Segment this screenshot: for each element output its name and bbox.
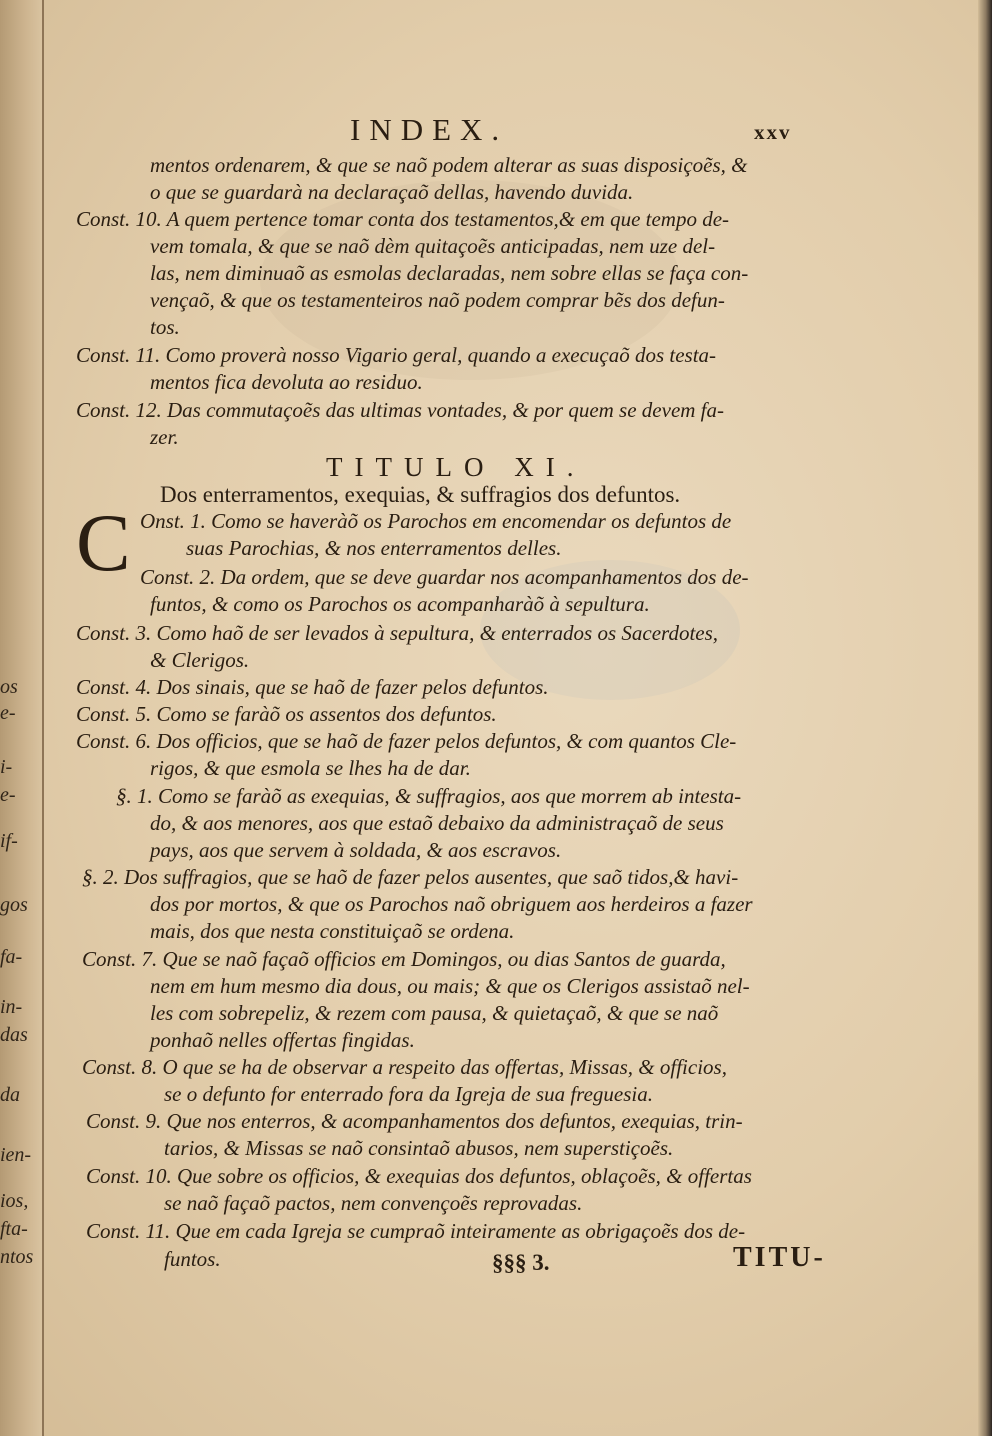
gutter-fragment: in-	[0, 996, 23, 1018]
text-line: funtos.	[164, 1247, 221, 1271]
text-line: mentos fica devoluta ao residuo.	[150, 370, 423, 394]
text-line: mais, dos que nesta constituiçaõ se ordena.	[150, 919, 515, 943]
text-line: & Clerigos.	[150, 648, 250, 672]
text-line: Onst. 1. Como se haveràõ os Parochos em encomendar os defuntos de	[140, 509, 732, 533]
text-line: Const. 10. Que sobre os officios, & exequias dos defuntos, oblaçoẽs, & offertas	[86, 1164, 752, 1188]
section-title: TITULO XI.	[326, 452, 586, 482]
text-line: do, & aos menores, aos que estaõ debaixo da administraçaõ de seus	[150, 811, 724, 835]
text-line: tos.	[150, 315, 180, 339]
gutter-fragment: ntos	[0, 1246, 34, 1268]
text-line: Const. 10. A quem pertence tomar conta dos testamentos,& em que tempo de-	[76, 207, 730, 231]
section-subtitle: Dos enterramentos, exequias, & suffragios dos defuntos.	[160, 482, 681, 507]
text-line: §. 1. Como se faràõ as exequias, & suffragios, aos que morrem ab intesta-	[116, 784, 742, 808]
gutter-fragment: e-	[0, 702, 16, 724]
gutter-fragment: fa-	[0, 946, 23, 968]
drop-cap: C	[76, 497, 131, 588]
text-line: zer.	[150, 425, 179, 449]
text-line: pays, aos que servem à soldada, & aos escravos.	[150, 838, 562, 862]
text-line: Const. 2. Da ordem, que se deve guardar nos acompanhamentos dos de-	[140, 565, 749, 589]
page-edge-shadow	[978, 0, 992, 1436]
text-line: funtos, & como os Parochos os acompanharàõ à sepultura.	[150, 592, 650, 616]
signature-mark: §§§ 3.	[492, 1250, 550, 1275]
text-line: Const. 12. Das commutaçoẽs das ultimas vontades, & por quem se devem fa-	[76, 398, 725, 422]
text-line: Const. 5. Como se faràõ os assentos dos defuntos.	[76, 702, 497, 726]
text-line: Const. 8. O que se ha de observar a respeito das offertas, Missas, & officios,	[82, 1055, 727, 1079]
text-line: nem em hum mesmo dia dous, ou mais; & que os Clerigos assistaõ nel-	[150, 974, 750, 998]
text-line: se o defunto for enterrado fora da Igreja de sua freguesia.	[164, 1082, 653, 1106]
text-line: se naõ façaõ pactos, nem convençoẽs reprovadas.	[164, 1191, 583, 1215]
page-header	[0, 112, 992, 148]
gutter-fragment: fta-	[0, 1218, 28, 1240]
text-line: les com sobrepeliz, & rezem com pausa, & quietaçaõ, & que se naõ	[150, 1001, 719, 1025]
gutter-fragment: das	[0, 1024, 28, 1046]
catchword: TITU-	[733, 1242, 826, 1273]
gutter-fragment: e-	[0, 784, 16, 806]
text-line: vençaõ, & que os testamenteiros naõ podem comprar bẽs dos defun-	[150, 288, 725, 312]
gutter-fragment: i-	[0, 756, 13, 778]
text-line: Const. 6. Dos officios, que se haõ de fazer pelos defuntos, & com quantos Cle-	[76, 729, 737, 753]
text-line: vem tomala, & que se naõ dèm quitaçoẽs anticipadas, nem uze del-	[150, 234, 716, 258]
text-line: tarios, & Missas se naõ consintaõ abusos, nem superstiçoẽs.	[164, 1136, 674, 1160]
text-line: Const. 3. Como haõ de ser levados à sepultura, & enterrados os Sacerdotes,	[76, 621, 719, 645]
gutter-fragment: os	[0, 676, 18, 698]
running-head: INDEX.	[350, 112, 509, 147]
text-line: Const. 7. Que se naõ façaõ officios em Domingos, ou dias Santos de guarda,	[82, 947, 726, 971]
text-line: dos por mortos, & que os Parochos naõ obriguem aos herdeiros a fazer	[150, 892, 753, 916]
text-line: Const. 11. Como proverà nosso Vigario geral, quando a execuçaõ dos testa-	[76, 343, 717, 367]
text-line: las, nem diminuaõ as esmolas declaradas, nem sobre ellas se faça con-	[150, 261, 749, 285]
page-number: xxv	[754, 120, 792, 144]
text-line: Const. 4. Dos sinais, que se haõ de fazer pelos defuntos.	[76, 675, 549, 699]
text-line: Const. 9. Que nos enterros, & acompanhamentos dos defuntos, exequias, trin-	[86, 1109, 743, 1133]
gutter-fragment: da	[0, 1084, 20, 1106]
facing-page-edge	[0, 0, 44, 1436]
gutter-fragment: gos	[0, 894, 28, 916]
gutter-fragment: ios,	[0, 1190, 29, 1212]
text-line: Const. 11. Que em cada Igreja se cumpraõ inteiramente as obrigaçoẽs dos de-	[86, 1219, 746, 1243]
gutter-fragment: if-	[0, 830, 18, 852]
text-line: ponhaõ nelles offertas fingidas.	[150, 1028, 415, 1052]
text-line: suas Parochias, & nos enterramentos delles.	[186, 536, 562, 560]
text-line: o que se guardarà na declaraçaõ dellas, havendo duvida.	[150, 180, 634, 204]
text-line: mentos ordenarem, & que se naõ podem alterar as suas disposiçoẽs, &	[150, 153, 748, 177]
gutter-fragment: ien-	[0, 1144, 32, 1166]
text-line: §. 2. Dos suffragios, que se haõ de fazer pelos ausentes, que saõ tidos,& havi-	[82, 865, 739, 889]
text-line: rigos, & que esmola se lhes ha de dar.	[150, 756, 471, 780]
